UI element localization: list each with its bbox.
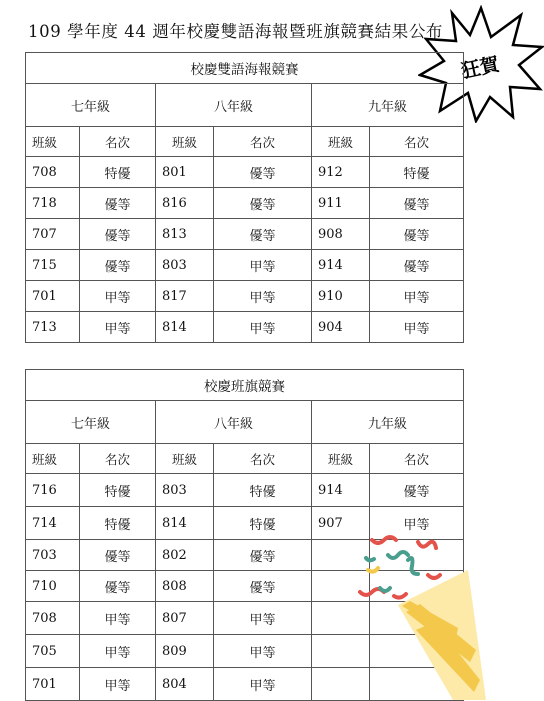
- grade-header: 七年級: [26, 84, 156, 127]
- grade-header: 九年級: [312, 401, 464, 444]
- grade-header: 八年級: [156, 401, 312, 444]
- table-row: [26, 188, 464, 219]
- class-cell: 807: [156, 602, 214, 635]
- class-col-header: 班級: [156, 127, 214, 157]
- class-cell: 908: [312, 219, 370, 250]
- rank-cell: 甲等: [80, 602, 156, 635]
- class-cell: 813: [156, 219, 214, 250]
- rank-col-header: 名次: [80, 127, 156, 157]
- rank-cell: 甲等: [214, 602, 312, 635]
- rank-cell: 甲等: [370, 312, 464, 343]
- class-cell: 802: [156, 540, 214, 571]
- class-cell: 914: [312, 250, 370, 281]
- popper-cone: [398, 570, 486, 700]
- class-cell: 814: [156, 507, 214, 540]
- class-cell: 801: [156, 157, 214, 188]
- class-cell: 809: [156, 635, 214, 668]
- rank-cell: 甲等: [370, 281, 464, 312]
- table-row: [26, 157, 464, 188]
- class-cell: 804: [156, 668, 214, 701]
- class-col-header: 班級: [312, 127, 370, 157]
- rank-cell: 優等: [80, 188, 156, 219]
- page-title: 109 學年度 44 週年校慶雙語海報暨班旗競賽結果公布: [28, 22, 444, 41]
- rank-cell: 優等: [214, 219, 312, 250]
- class-cell: 708: [26, 157, 80, 188]
- rank-cell: 甲等: [214, 250, 312, 281]
- rank-cell: 優等: [370, 250, 464, 281]
- rank-cell: 甲等: [80, 312, 156, 343]
- confetti: [360, 537, 440, 598]
- class-col-header: 班級: [26, 444, 80, 474]
- rank-cell: 甲等: [370, 507, 464, 540]
- class-cell: 911: [312, 188, 370, 219]
- rank-cell: 甲等: [214, 312, 312, 343]
- class-cell: 703: [26, 540, 80, 571]
- table-row: [26, 250, 464, 281]
- rank-cell: 優等: [80, 250, 156, 281]
- rank-cell: 優等: [214, 157, 312, 188]
- class-cell: 714: [26, 507, 80, 540]
- rank-cell: 優等: [214, 571, 312, 602]
- class-cell: 907: [312, 507, 370, 540]
- rank-cell: 特優: [80, 507, 156, 540]
- rank-cell: 甲等: [214, 635, 312, 668]
- class-cell: 708: [26, 602, 80, 635]
- rank-cell: 特優: [80, 157, 156, 188]
- class-cell: 816: [156, 188, 214, 219]
- class-cell: 814: [156, 312, 214, 343]
- class-cell: 715: [26, 250, 80, 281]
- class-cell: 701: [26, 281, 80, 312]
- class-cell: 718: [26, 188, 80, 219]
- grade-header: 八年級: [156, 84, 312, 127]
- rank-col-header: 名次: [370, 127, 464, 157]
- class-cell: 817: [156, 281, 214, 312]
- class-col-header: 班級: [312, 444, 370, 474]
- table-row: [26, 219, 464, 250]
- rank-cell: 優等: [370, 474, 464, 507]
- rank-cell: 優等: [214, 540, 312, 571]
- badge-text: 狂賀: [459, 53, 502, 83]
- table-heading: 校慶班旗競賽: [26, 370, 464, 401]
- rank-cell: 甲等: [80, 281, 156, 312]
- table-row: [26, 312, 464, 343]
- rank-cell: 特優: [370, 157, 464, 188]
- poster-competition-table: [25, 52, 464, 343]
- class-cell: 803: [156, 474, 214, 507]
- class-cell: 808: [156, 571, 214, 602]
- class-col-header: 班級: [156, 444, 214, 474]
- rank-col-header: 名次: [370, 444, 464, 474]
- class-cell: 707: [26, 219, 80, 250]
- rank-cell: 優等: [214, 188, 312, 219]
- class-cell: 912: [312, 157, 370, 188]
- class-cell: 910: [312, 281, 370, 312]
- rank-cell: 優等: [80, 540, 156, 571]
- rank-cell: 特優: [80, 474, 156, 507]
- rank-cell: 特優: [214, 474, 312, 507]
- rank-cell: 甲等: [214, 281, 312, 312]
- class-col-header: 班級: [26, 127, 80, 157]
- table-row: [26, 281, 464, 312]
- rank-cell: 甲等: [80, 668, 156, 701]
- rank-cell: 特優: [214, 507, 312, 540]
- class-cell: 713: [26, 312, 80, 343]
- class-cell: 716: [26, 474, 80, 507]
- rank-col-header: 名次: [214, 444, 312, 474]
- rank-cell: 優等: [80, 219, 156, 250]
- rank-cell: 甲等: [80, 635, 156, 668]
- grade-header: 七年級: [26, 401, 156, 444]
- class-cell: 914: [312, 474, 370, 507]
- rank-cell: 優等: [370, 219, 464, 250]
- party-popper-icon: [358, 530, 488, 700]
- table-heading: 校慶雙語海報競賽: [26, 53, 464, 84]
- rank-col-header: 名次: [214, 127, 312, 157]
- rank-col-header: 名次: [80, 444, 156, 474]
- class-cell: 705: [26, 635, 80, 668]
- class-cell: 701: [26, 668, 80, 701]
- rank-cell: 優等: [370, 188, 464, 219]
- rank-cell: 甲等: [214, 668, 312, 701]
- class-cell: 710: [26, 571, 80, 602]
- table-row: [26, 474, 464, 507]
- class-cell: 803: [156, 250, 214, 281]
- grade-header: 九年級: [312, 84, 464, 127]
- rank-cell: 優等: [80, 571, 156, 602]
- class-cell: 904: [312, 312, 370, 343]
